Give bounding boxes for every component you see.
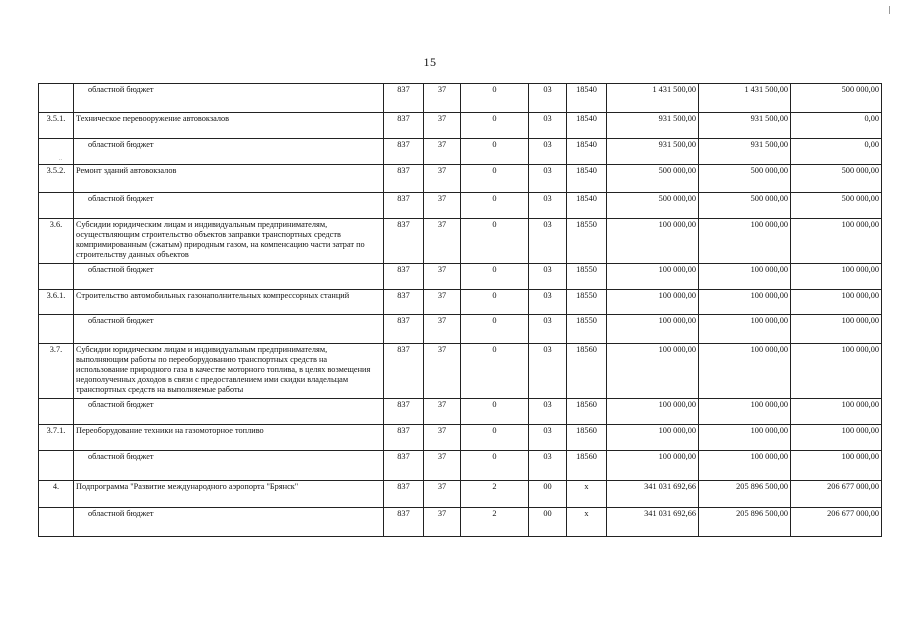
item-number-cell <box>39 84 74 113</box>
budget-source-label: областной бюджет <box>88 140 154 149</box>
code-subprogram-cell: 0 <box>461 451 529 481</box>
amount-year2-cell: 100 000,00 <box>699 451 791 481</box>
code-program-cell: 37 <box>424 139 461 165</box>
amount-year1-cell: 500 000,00 <box>607 193 699 219</box>
code-activity-cell: 03 <box>529 344 567 399</box>
amount-year3-cell: 100 000,00 <box>791 264 882 290</box>
code-program-cell: 37 <box>424 315 461 344</box>
code-ministry-cell: 837 <box>384 84 424 113</box>
item-number-cell <box>39 508 74 537</box>
item-name-cell: Субсидии юридическим лицам и индивидуальным предпринимателям, осуществляющим строительство объектов заправки транспортных средств компримированным (сжатым) природным газом, на компенсацию части затрат по строительству данных объектов <box>74 219 384 264</box>
item-number-cell: 3.7.1. <box>39 425 74 451</box>
code-program-cell: 37 <box>424 264 461 290</box>
code-activity-cell: 00 <box>529 481 567 508</box>
item-name-cell <box>74 399 384 425</box>
item-name-cell: Переоборудование техники на газомоторное топливо <box>74 425 384 451</box>
code-direction-cell: 18540 <box>567 193 607 219</box>
code-program-cell: 37 <box>424 344 461 399</box>
code-activity-cell: 00 <box>529 508 567 537</box>
item-name-cell: Строительство автомобильных газонаполнительных компрессорных станций <box>74 290 384 315</box>
code-ministry-cell: 837 <box>384 399 424 425</box>
code-direction-cell: х <box>567 481 607 508</box>
amount-year2-cell: 100 000,00 <box>699 219 791 264</box>
code-activity-cell: 03 <box>529 451 567 481</box>
code-subprogram-cell: 2 <box>461 508 529 537</box>
code-direction-cell: 18550 <box>567 290 607 315</box>
code-subprogram-cell: 0 <box>461 193 529 219</box>
table-row-budget-source <box>39 399 882 425</box>
amount-year2-cell: 100 000,00 <box>699 264 791 290</box>
item-number-cell <box>39 193 74 219</box>
amount-year1-cell: 931 500,00 <box>607 113 699 139</box>
amount-year2-cell: 205 896 500,00 <box>699 508 791 537</box>
code-program-cell: 37 <box>424 165 461 193</box>
code-ministry-cell: 837 <box>384 344 424 399</box>
code-direction-cell: 18540 <box>567 113 607 139</box>
budget-source-label: областной бюджет <box>88 316 154 325</box>
amount-year1-cell: 100 000,00 <box>607 219 699 264</box>
code-ministry-cell: 837 <box>384 264 424 290</box>
budget-source-label: областной бюджет <box>88 400 154 409</box>
code-program-cell: 37 <box>424 481 461 508</box>
item-number-cell <box>39 451 74 481</box>
item-name-cell: Техническое перевооружение автовокзалов <box>74 113 384 139</box>
table-row-item <box>39 425 882 451</box>
amount-year1-cell: 100 000,00 <box>607 399 699 425</box>
code-activity-cell: 03 <box>529 264 567 290</box>
amount-year1-cell: 341 031 692,66 <box>607 481 699 508</box>
code-activity-cell: 03 <box>529 113 567 139</box>
amount-year3-cell: 500 000,00 <box>791 165 882 193</box>
code-direction-cell: 18550 <box>567 219 607 264</box>
item-name-cell: Подпрограмма "Развитие международного аэропорта "Брянск" <box>74 481 384 508</box>
code-ministry-cell: 837 <box>384 481 424 508</box>
code-ministry-cell: 837 <box>384 315 424 344</box>
code-ministry-cell: 837 <box>384 165 424 193</box>
table-row-budget-source <box>39 508 882 537</box>
item-name-cell <box>74 508 384 537</box>
code-program-cell: 37 <box>424 219 461 264</box>
amount-year1-cell: 931 500,00 <box>607 139 699 165</box>
code-subprogram-cell: 0 <box>461 113 529 139</box>
code-subprogram-cell: 0 <box>461 84 529 113</box>
code-program-cell: 37 <box>424 193 461 219</box>
code-ministry-cell: 837 <box>384 139 424 165</box>
scan-artifact: .. <box>59 156 62 162</box>
amount-year3-cell: 100 000,00 <box>791 290 882 315</box>
item-name-cell <box>74 264 384 290</box>
amount-year3-cell: 100 000,00 <box>791 315 882 344</box>
code-activity-cell: 03 <box>529 165 567 193</box>
table-row-item <box>39 481 882 508</box>
code-activity-cell: 03 <box>529 193 567 219</box>
code-direction-cell: 18540 <box>567 165 607 193</box>
amount-year2-cell: 1 431 500,00 <box>699 84 791 113</box>
amount-year1-cell: 100 000,00 <box>607 451 699 481</box>
item-name-cell: Субсидии юридическим лицам и индивидуальным предпринимателям, выполняющим работы по переоборудованию транспортных средств на использование природного газа в качестве моторного топлива, в целях возмещения недополученных доходов в связи с предоставлением ими скидки владельцам транспортных средств на выполняемые работы <box>74 344 384 399</box>
amount-year2-cell: 500 000,00 <box>699 193 791 219</box>
item-number-cell: 3.5.2. <box>39 165 74 193</box>
item-number-cell <box>39 315 74 344</box>
code-subprogram-cell: 0 <box>461 315 529 344</box>
code-ministry-cell: 837 <box>384 219 424 264</box>
item-number-cell: 3.5.1. <box>39 113 74 139</box>
table-row-budget-source <box>39 451 882 481</box>
code-activity-cell: 03 <box>529 290 567 315</box>
code-direction-cell: х <box>567 508 607 537</box>
code-subprogram-cell: 0 <box>461 344 529 399</box>
table-row-budget-source <box>39 264 882 290</box>
amount-year2-cell: 500 000,00 <box>699 165 791 193</box>
amount-year2-cell: 100 000,00 <box>699 425 791 451</box>
amount-year1-cell: 341 031 692,66 <box>607 508 699 537</box>
budget-source-label: областной бюджет <box>88 194 154 203</box>
code-direction-cell: 18560 <box>567 344 607 399</box>
table-row-budget-source <box>39 315 882 344</box>
amount-year3-cell: 100 000,00 <box>791 425 882 451</box>
code-direction-cell: 18560 <box>567 399 607 425</box>
code-subprogram-cell: 0 <box>461 399 529 425</box>
code-program-cell: 37 <box>424 290 461 315</box>
item-number-cell <box>39 264 74 290</box>
budget-source-label: областной бюджет <box>88 452 154 461</box>
code-ministry-cell: 837 <box>384 290 424 315</box>
code-subprogram-cell: 0 <box>461 219 529 264</box>
amount-year1-cell: 100 000,00 <box>607 425 699 451</box>
code-activity-cell: 03 <box>529 84 567 113</box>
table-row-item <box>39 344 882 399</box>
item-number-cell <box>39 399 74 425</box>
budget-source-label: областной бюджет <box>88 509 154 518</box>
code-program-cell: 37 <box>424 113 461 139</box>
table-row-budget-source <box>39 139 882 165</box>
table-row-item <box>39 219 882 264</box>
code-ministry-cell: 837 <box>384 451 424 481</box>
item-name-cell <box>74 139 384 165</box>
amount-year3-cell: 500 000,00 <box>791 193 882 219</box>
amount-year1-cell: 100 000,00 <box>607 344 699 399</box>
amount-year3-cell: 100 000,00 <box>791 399 882 425</box>
item-number-cell <box>39 139 74 165</box>
code-program-cell: 37 <box>424 508 461 537</box>
amount-year2-cell: 100 000,00 <box>699 315 791 344</box>
table-row-item <box>39 113 882 139</box>
code-direction-cell: 18540 <box>567 139 607 165</box>
item-name-cell: Ремонт зданий автовокзалов <box>74 165 384 193</box>
item-name-cell <box>74 315 384 344</box>
amount-year3-cell: 206 677 000,00 <box>791 508 882 537</box>
amount-year1-cell: 100 000,00 <box>607 290 699 315</box>
code-subprogram-cell: 2 <box>461 481 529 508</box>
amount-year1-cell: 100 000,00 <box>607 264 699 290</box>
code-direction-cell: 18550 <box>567 264 607 290</box>
item-number-cell: 3.6. <box>39 219 74 264</box>
code-subprogram-cell: 0 <box>461 139 529 165</box>
amount-year3-cell: 500 000,00 <box>791 84 882 113</box>
budget-source-label: областной бюджет <box>88 85 154 94</box>
item-number-cell: 3.6.1. <box>39 290 74 315</box>
table-row-budget-source <box>39 193 882 219</box>
code-activity-cell: 03 <box>529 315 567 344</box>
code-program-cell: 37 <box>424 425 461 451</box>
item-number-cell: 4. <box>39 481 74 508</box>
code-subprogram-cell: 0 <box>461 290 529 315</box>
table-row-item <box>39 290 882 315</box>
code-activity-cell: 03 <box>529 399 567 425</box>
amount-year1-cell: 500 000,00 <box>607 165 699 193</box>
amount-year2-cell: 931 500,00 <box>699 113 791 139</box>
code-ministry-cell: 837 <box>384 425 424 451</box>
code-activity-cell: 03 <box>529 425 567 451</box>
code-subprogram-cell: 0 <box>461 425 529 451</box>
table-row-item <box>39 165 882 193</box>
code-activity-cell: 03 <box>529 219 567 264</box>
amount-year2-cell: 100 000,00 <box>699 290 791 315</box>
budget-source-label: областной бюджет <box>88 265 154 274</box>
code-subprogram-cell: 0 <box>461 165 529 193</box>
code-program-cell: 37 <box>424 84 461 113</box>
amount-year3-cell: 0,00 <box>791 113 882 139</box>
margin-mark <box>889 6 890 14</box>
item-name-cell <box>74 451 384 481</box>
amount-year1-cell: 100 000,00 <box>607 315 699 344</box>
amount-year2-cell: 100 000,00 <box>699 399 791 425</box>
code-direction-cell: 18560 <box>567 425 607 451</box>
code-program-cell: 37 <box>424 451 461 481</box>
code-program-cell: 37 <box>424 399 461 425</box>
amount-year2-cell: 205 896 500,00 <box>699 481 791 508</box>
amount-year3-cell: 100 000,00 <box>791 219 882 264</box>
code-subprogram-cell: 0 <box>461 264 529 290</box>
amount-year1-cell: 1 431 500,00 <box>607 84 699 113</box>
code-ministry-cell: 837 <box>384 113 424 139</box>
amount-year3-cell: 0,00 <box>791 139 882 165</box>
item-name-cell <box>74 193 384 219</box>
table-row-budget-source <box>39 84 882 113</box>
budget-table <box>38 83 882 537</box>
code-direction-cell: 18550 <box>567 315 607 344</box>
item-name-cell <box>74 84 384 113</box>
amount-year3-cell: 100 000,00 <box>791 451 882 481</box>
item-number-cell: 3.7. <box>39 344 74 399</box>
amount-year3-cell: 206 677 000,00 <box>791 481 882 508</box>
code-direction-cell: 18560 <box>567 451 607 481</box>
code-ministry-cell: 837 <box>384 508 424 537</box>
table-body <box>39 84 882 537</box>
amount-year2-cell: 931 500,00 <box>699 139 791 165</box>
code-ministry-cell: 837 <box>384 193 424 219</box>
code-direction-cell: 18540 <box>567 84 607 113</box>
code-activity-cell: 03 <box>529 139 567 165</box>
amount-year3-cell: 100 000,00 <box>791 344 882 399</box>
amount-year2-cell: 100 000,00 <box>699 344 791 399</box>
page-number: 15 <box>423 55 437 69</box>
